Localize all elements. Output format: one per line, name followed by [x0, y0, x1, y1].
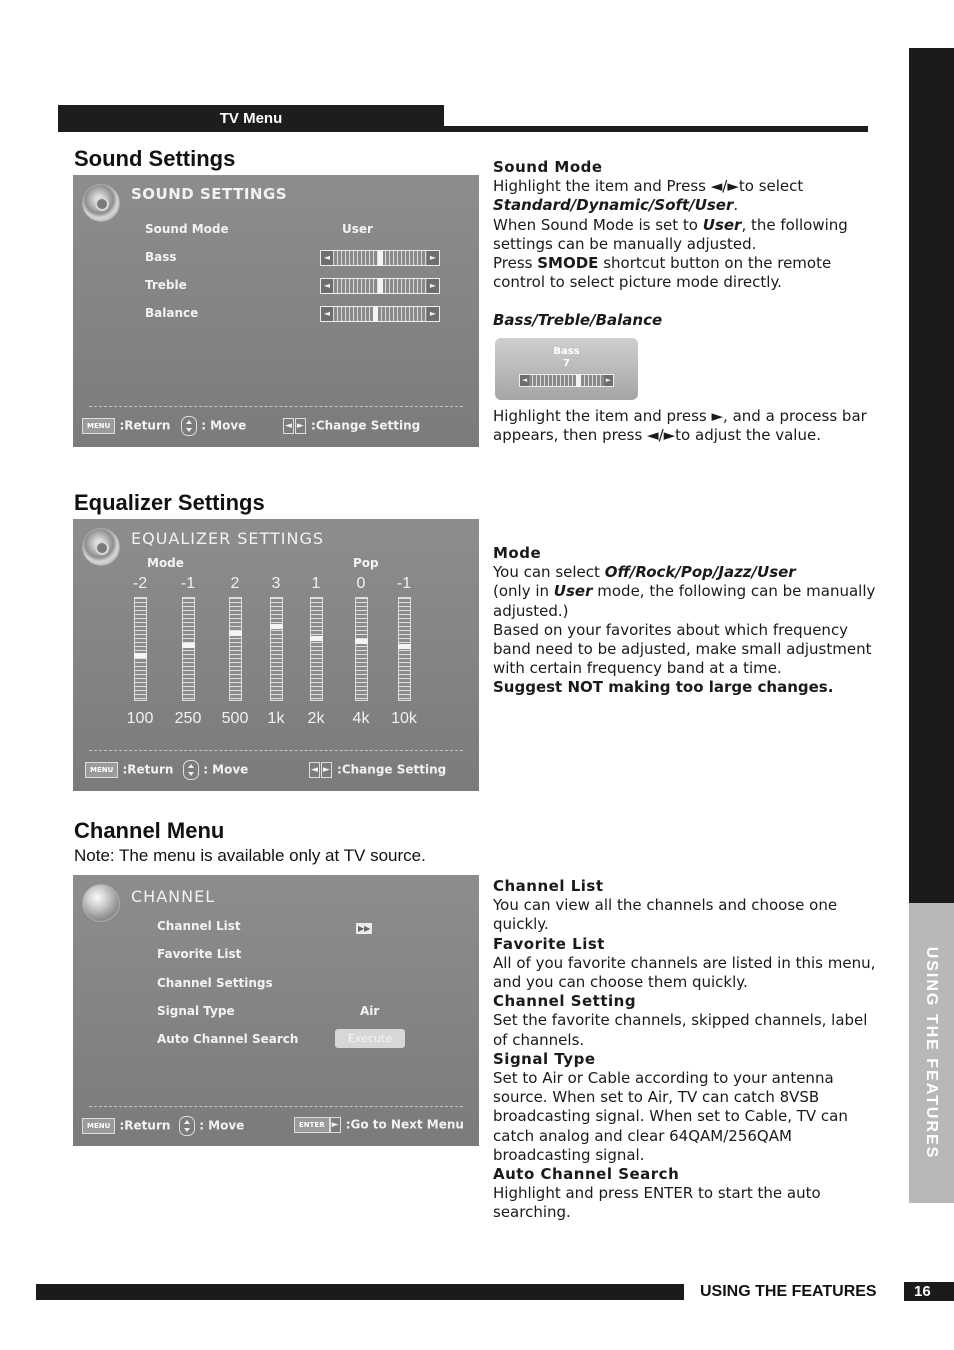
eq-band-value: -1 [396, 575, 412, 592]
eq-band-value: -1 [180, 575, 196, 592]
footer-section-label: USING THE FEATURES [700, 1283, 877, 1300]
enter-key-icon: ENTER [294, 1117, 330, 1133]
channel-note: Note: The menu is available only at TV source. [74, 846, 426, 865]
menu-key-icon: MENU [85, 762, 118, 778]
eq-band-slider [182, 597, 195, 701]
fast-forward-icon: ▶▶ [358, 924, 371, 933]
sound-mode-options: Standard/Dynamic/Soft/User [493, 196, 734, 215]
osd-footer-return: MENU :Return [85, 762, 173, 778]
signal-type-heading: Signal Type [493, 1049, 596, 1068]
eq-band-freq: 10k [391, 710, 417, 727]
eq-band-knob [134, 653, 147, 658]
balance-slider: ◄ ► [320, 306, 440, 322]
eq-band-value: 3 [271, 575, 281, 592]
eq-mode-text: Mode You can select Off/Rock/Pop/Jazz/User (only in User mode, the following can be manually adjusted.) Based on your favorites about which frequency band need to be adjusted, make small adjustment with certain frequency band at a time. Suggest NOT making too large changes. [493, 544, 878, 698]
eq-band-freq: 1k [267, 710, 285, 727]
eq-band-knob [270, 624, 283, 629]
eq-band-slider [355, 597, 368, 701]
right-arrow-icon: ► [321, 762, 332, 778]
osd-item-channel-list: Channel List [157, 919, 241, 933]
eq-band-freq: 2k [307, 710, 325, 727]
footer-bar [36, 1284, 684, 1300]
osd-item-balance: Balance [145, 306, 199, 320]
globe-icon [82, 884, 120, 922]
side-tab-label: USING THE FEATURES [923, 946, 940, 1160]
eq-mode-value: Pop [353, 556, 379, 570]
page-number: 16 [904, 1282, 954, 1301]
osd-value-signal-type: Air [360, 1004, 380, 1018]
sound-mode-text: Sound Mode Highlight the item and Press ◄/►to select Standard/Dynamic/Soft/User. When Sound Mode is set to User, the following settings can be manually adjusted. Press SMODE shortcut button on the remote control to select picture mode directly. Bass/Treble/Balance [493, 158, 878, 331]
eq-band-freq: 250 [174, 710, 202, 727]
auto-search-heading: Auto Channel Search [493, 1165, 680, 1184]
header-tab: TV Menu [58, 105, 444, 132]
up-down-icon [181, 416, 197, 436]
favorite-list-heading: Favorite List [493, 934, 605, 953]
osd-divider [89, 750, 463, 751]
osd-footer-return: MENU :Return [82, 418, 170, 434]
osd-title: EQUALIZER SETTINGS [131, 529, 325, 548]
eq-band-freq: 100 [126, 710, 154, 727]
right-arrow-icon: ► [330, 1117, 341, 1133]
osd-value-sound-mode: User [342, 222, 373, 236]
eq-mode-label: Mode [147, 556, 184, 570]
eq-suggest: Suggest NOT making too large changes. [493, 678, 834, 697]
up-down-icon [183, 760, 199, 780]
osd-footer-move: : Move [183, 760, 248, 780]
osd-item-channel-settings: Channel Settings [157, 976, 273, 990]
eq-section-title: Equalizer Settings [74, 490, 265, 515]
osd-footer-return: MENU :Return [82, 1118, 170, 1134]
bass-popup-value: 7 [563, 358, 570, 369]
osd-footer-move: : Move [181, 416, 246, 436]
eq-band-slider [270, 597, 283, 701]
channel-text: Channel List You can view all the channels and choose one quickly. Favorite List All of you favorite channels are listed in this menu, and you can choose them quickly. Channel Setting Set the favorite channels, skipped channels, label of channels. Signal Type Set to Air or Cable according to your antenna source. When set to Air, TV can catch 8VSB broadcasting signal. When set to Cable, TV can catch analog and clear 64QAM/256QAM broadcasting signal. Auto Channel Search Highlight and press ENTER to start the auto searching. [493, 877, 878, 1223]
osd-footer-move: : Move [179, 1116, 244, 1136]
treble-slider: ◄ ► [320, 278, 440, 294]
eq-mode-heading: Mode [493, 544, 542, 562]
osd-item-bass: Bass [145, 250, 177, 264]
left-arrow-icon: ◄ [309, 762, 320, 778]
slider-thumb [576, 374, 581, 387]
slider-thumb [378, 250, 383, 266]
osd-footer-change: ◄ ► :Change Setting [285, 418, 421, 433]
eq-band-slider [310, 597, 323, 701]
eq-band-knob [398, 644, 411, 649]
channel-osd [73, 875, 479, 1146]
up-down-icon [179, 1116, 195, 1136]
eq-band-freq: 500 [221, 710, 249, 727]
channel-section-title: Channel Menu [74, 818, 225, 843]
eq-band-slider [229, 597, 242, 701]
equalizer-osd [73, 519, 479, 791]
osd-footer-change: ◄ ► :Change Setting [311, 762, 447, 777]
btb-heading: Bass/Treble/Balance [493, 311, 663, 330]
bass-popup-slider: ◄ ► [519, 374, 614, 387]
menu-key-icon: MENU [82, 418, 115, 434]
osd-item-signal-type: Signal Type [157, 1004, 235, 1018]
sound-section-title: Sound Settings [74, 146, 236, 171]
menu-key-icon: MENU [82, 1118, 115, 1134]
slider-thumb [378, 278, 383, 294]
bass-slider: ◄ ► [320, 250, 440, 266]
osd-item-treble: Treble [145, 278, 187, 292]
channel-setting-heading: Channel Setting [493, 992, 637, 1011]
osd-item-sound-mode: Sound Mode [145, 222, 229, 236]
eq-band-slider [134, 597, 147, 701]
bass-popup-label: Bass [553, 346, 580, 357]
channel-list-heading: Channel List [493, 877, 604, 895]
eq-options: Off/Rock/Pop/Jazz/User [604, 563, 796, 582]
eq-band-slider [398, 597, 411, 701]
eq-band-value: -2 [132, 575, 148, 592]
speaker-icon [82, 184, 120, 222]
eq-band-knob [182, 643, 195, 648]
osd-divider [89, 1106, 463, 1107]
speaker-icon [82, 528, 120, 566]
osd-footer-next: ENTER ► :Go to Next Menu [294, 1117, 464, 1133]
osd-title: CHANNEL [131, 887, 216, 906]
eq-band-freq: 4k [352, 710, 370, 727]
bass-popup [495, 338, 638, 400]
osd-title: SOUND SETTINGS [131, 185, 288, 203]
side-tab-dark [909, 48, 954, 903]
sound-mode-heading: Sound Mode [493, 158, 603, 176]
btb-desc: Highlight the item and press ►, and a process bar appears, then press ◄/►to adjust the value. [493, 407, 867, 445]
eq-band-knob [310, 636, 323, 641]
eq-band-knob [229, 631, 242, 636]
slider-thumb [373, 306, 378, 322]
eq-band-knob [355, 639, 368, 644]
osd-divider [89, 406, 463, 407]
osd-item-auto-search: Auto Channel Search [157, 1032, 299, 1046]
eq-band-value: 0 [356, 575, 366, 592]
eq-band-value: 1 [311, 575, 321, 592]
osd-item-favorite-list: Favorite List [157, 947, 242, 961]
execute-button: Execute [335, 1029, 405, 1048]
left-arrow-icon: ◄ [283, 418, 294, 434]
eq-band-value: 2 [230, 575, 240, 592]
right-arrow-icon: ► [295, 418, 306, 434]
sound-settings-osd [73, 175, 479, 447]
